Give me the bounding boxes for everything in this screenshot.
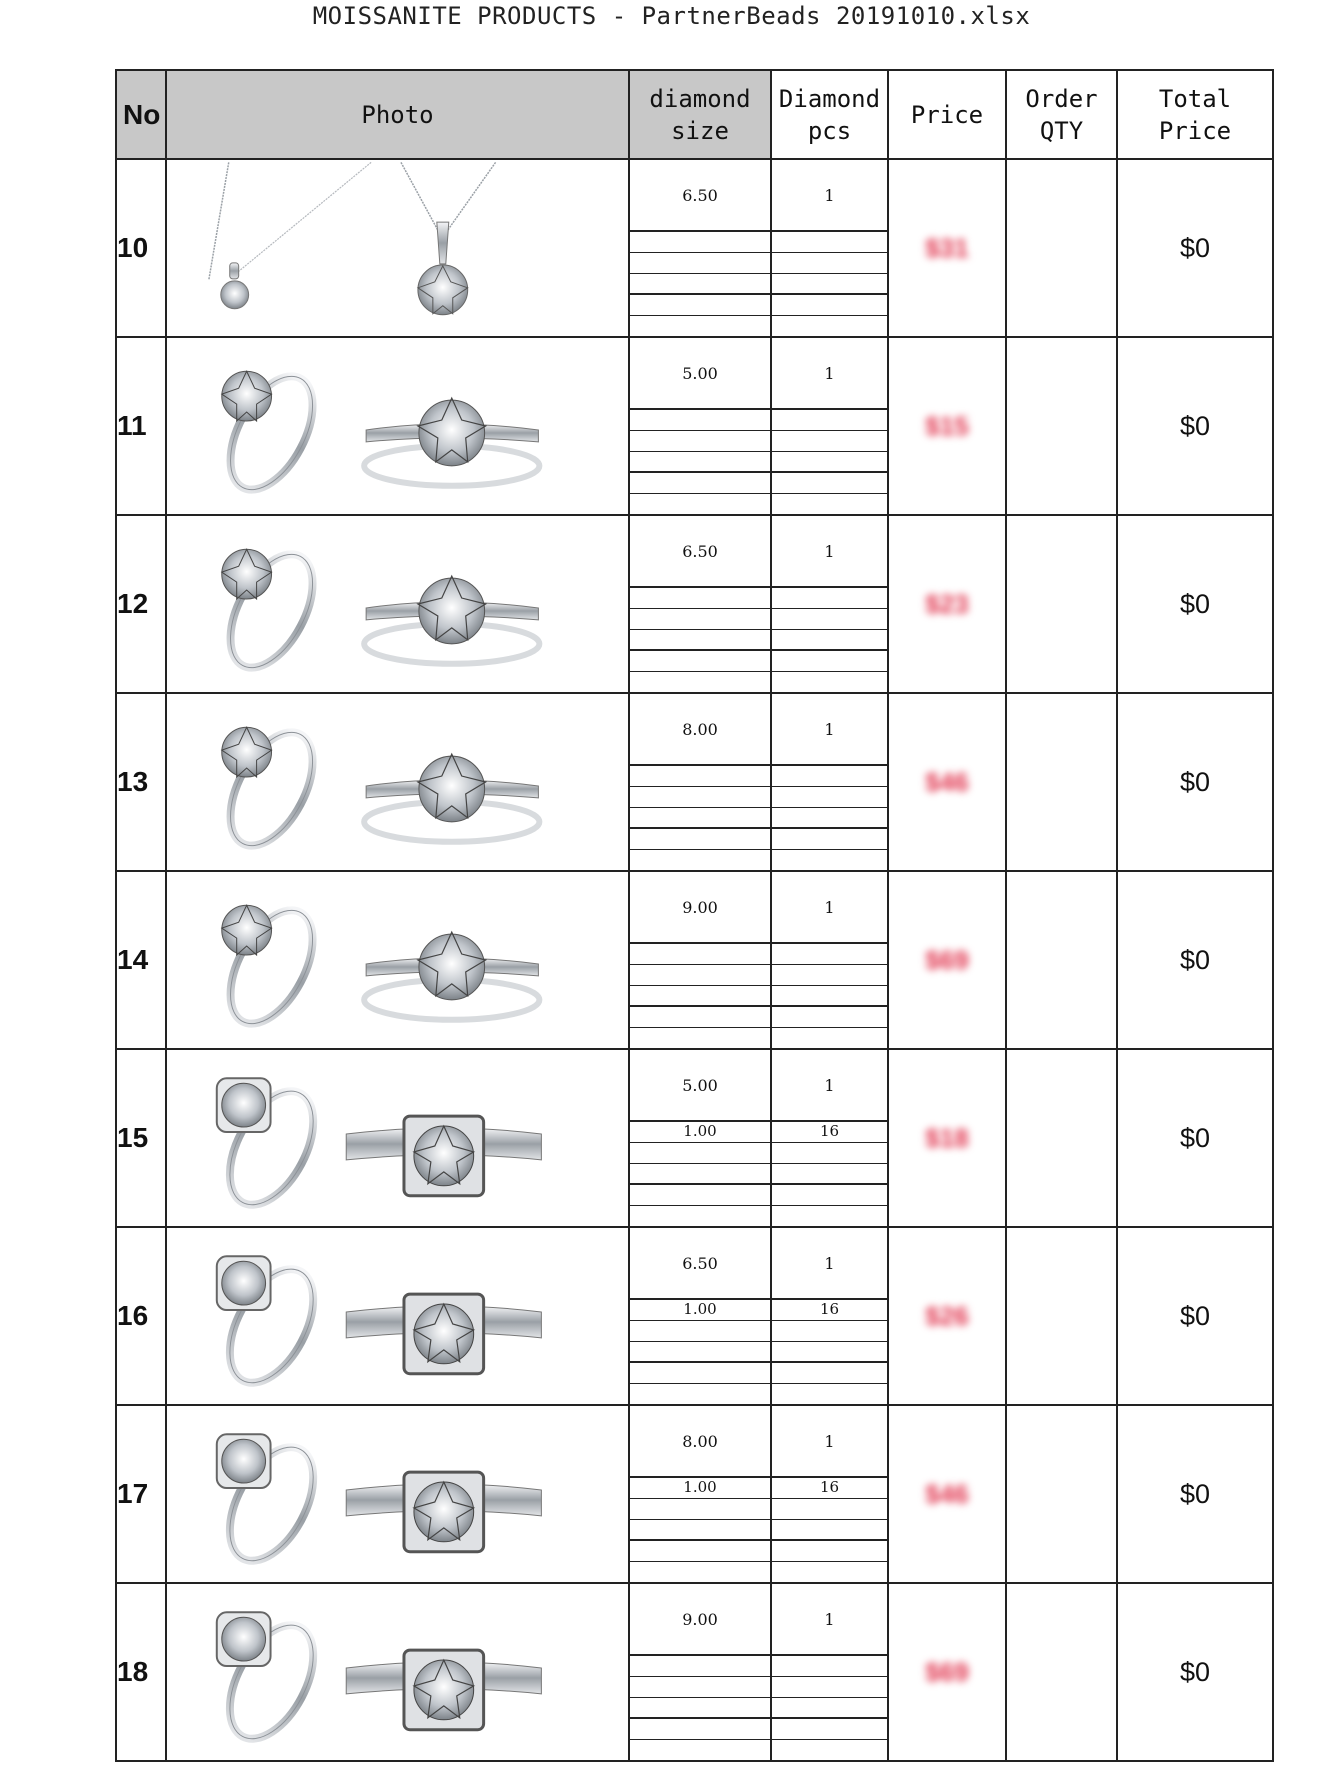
jewelry-image: [167, 694, 628, 870]
sub-line: [772, 473, 887, 494]
header-pcs-line2: pcs: [807, 116, 852, 145]
diamond-pcs: 1: [772, 694, 887, 766]
header-total-price: [1117, 70, 1273, 159]
row-number: 17: [116, 1405, 166, 1583]
order-qty-cell[interactable]: [1006, 1049, 1117, 1227]
sub-line: [772, 1677, 887, 1698]
sub-line: [630, 1164, 770, 1186]
pcs-secondary: 16: [772, 1122, 887, 1143]
diamond-pcs-cell: [771, 693, 888, 871]
order-qty-cell[interactable]: [1006, 1405, 1117, 1583]
price-cell: [888, 1049, 1006, 1227]
header-total-line2: Price: [1158, 116, 1232, 145]
sub-line: [772, 431, 887, 452]
diamond-size-cell: [629, 1583, 771, 1761]
size-secondary: [630, 410, 770, 431]
sub-line: [630, 808, 770, 830]
diamond-size-cell: [629, 515, 771, 693]
sub-line: [630, 1499, 770, 1520]
price-value: $15: [925, 410, 969, 441]
diamond-size-cell: [629, 159, 771, 337]
total-price: $0: [1117, 693, 1273, 871]
sub-line: [630, 829, 770, 850]
size-secondary: [630, 944, 770, 965]
sub-line: [772, 1719, 887, 1740]
diamond-size: 9.00: [630, 1584, 770, 1656]
sub-line: [772, 1143, 887, 1164]
total-price: $0: [1117, 1583, 1273, 1761]
row-number: 12: [116, 515, 166, 693]
diamond-pcs-cell: [771, 1583, 888, 1761]
product-photo: [166, 515, 629, 693]
header-diamond-size: [629, 70, 771, 159]
sub-line: [772, 672, 887, 692]
sub-line: [772, 850, 887, 870]
jewelry-image: [167, 1584, 628, 1760]
sub-line: [772, 630, 887, 652]
sub-line: [630, 609, 770, 630]
jewelry-image: [167, 1406, 628, 1582]
sub-line: [630, 1321, 770, 1342]
sub-line: [772, 1740, 887, 1760]
price-value: $31: [925, 232, 969, 263]
header-pcs-line1: Diamond: [778, 84, 881, 113]
diamond-size-cell: [629, 693, 771, 871]
diamond-pcs-cell: [771, 1049, 888, 1227]
sub-line: [772, 1520, 887, 1542]
diamond-pcs-cell: [771, 1405, 888, 1583]
sub-line: [772, 253, 887, 274]
diamond-pcs: 1: [772, 1050, 887, 1122]
size-secondary: [630, 766, 770, 787]
sub-line: [772, 1164, 887, 1186]
sub-line: [630, 1143, 770, 1164]
sub-line: [630, 473, 770, 494]
sub-line: [630, 1698, 770, 1720]
product-photo: [166, 1049, 629, 1227]
sub-line: [772, 1698, 887, 1720]
sub-line: [630, 1677, 770, 1698]
header-qty-line2: QTY: [1039, 116, 1084, 145]
sub-line: [630, 1719, 770, 1740]
price-value: $18: [925, 1122, 969, 1153]
diamond-pcs-cell: [771, 515, 888, 693]
diamond-size-cell: [629, 1227, 771, 1405]
sub-line: [772, 1499, 887, 1520]
size-secondary: [630, 588, 770, 609]
sub-line: [630, 253, 770, 274]
sub-line: [630, 452, 770, 474]
order-qty-cell[interactable]: [1006, 337, 1117, 515]
row-number: 10: [116, 159, 166, 337]
order-qty-cell[interactable]: [1006, 871, 1117, 1049]
sub-line: [772, 808, 887, 830]
table-row: [116, 1227, 1273, 1405]
product-table: [115, 69, 1274, 1762]
row-number: 14: [116, 871, 166, 1049]
table-row: [116, 1583, 1273, 1761]
sub-line: [630, 850, 770, 870]
total-price: $0: [1117, 1227, 1273, 1405]
table-row: [116, 1405, 1273, 1583]
header-photo: Photo: [166, 70, 629, 159]
diamond-pcs-cell: [771, 337, 888, 515]
header-row: [116, 70, 1273, 159]
diamond-size-cell: [629, 337, 771, 515]
sub-line: [772, 1185, 887, 1206]
header-diamond-pcs: [771, 70, 888, 159]
row-number: 11: [116, 337, 166, 515]
sub-line: [630, 1363, 770, 1384]
pcs-secondary: [772, 588, 887, 609]
header-size-line1: diamond: [649, 84, 751, 113]
sub-line: [630, 274, 770, 296]
diamond-pcs: 1: [772, 1584, 887, 1656]
price-cell: [888, 1405, 1006, 1583]
sub-line: [772, 787, 887, 808]
table-row: [116, 337, 1273, 515]
total-price: $0: [1117, 515, 1273, 693]
price-cell: [888, 693, 1006, 871]
table-row: [116, 693, 1273, 871]
pcs-secondary: [772, 944, 887, 965]
jewelry-image: [167, 338, 628, 514]
diamond-pcs: 1: [772, 160, 887, 232]
order-qty-cell[interactable]: [1006, 515, 1117, 693]
diamond-pcs-cell: [771, 159, 888, 337]
sub-line: [630, 1384, 770, 1404]
total-price: $0: [1117, 871, 1273, 1049]
pcs-secondary: 16: [772, 1300, 887, 1321]
pcs-secondary: [772, 232, 887, 253]
row-number: 15: [116, 1049, 166, 1227]
sub-line: [772, 965, 887, 986]
price-value: $26: [925, 1300, 969, 1331]
sub-line: [772, 1363, 887, 1384]
sub-line: [772, 316, 887, 336]
jewelry-image: [167, 1228, 628, 1404]
sub-line: [772, 1206, 887, 1226]
product-photo: [166, 693, 629, 871]
diamond-size-cell: [629, 1049, 771, 1227]
diamond-pcs: 1: [772, 1228, 887, 1300]
header-price: Price: [888, 70, 1006, 159]
total-price: $0: [1117, 1405, 1273, 1583]
diamond-size: 9.00: [630, 872, 770, 944]
product-photo: [166, 159, 629, 337]
jewelry-image: [167, 872, 628, 1048]
sub-line: [630, 651, 770, 672]
document-title: MOISSANITE PRODUCTS - PartnerBeads 20191010.xlsx: [312, 2, 1031, 30]
sub-line: [772, 1007, 887, 1028]
sub-line: [772, 1028, 887, 1048]
diamond-size-cell: [629, 871, 771, 1049]
header-qty-line1: Order: [1025, 84, 1098, 113]
sub-line: [630, 316, 770, 336]
price-value: $46: [925, 1478, 969, 1509]
header-order-qty: [1006, 70, 1117, 159]
product-photo: [166, 1583, 629, 1761]
sub-line: [630, 1007, 770, 1028]
sub-line: [772, 1342, 887, 1364]
sub-line: [772, 1541, 887, 1562]
sub-line: [630, 1740, 770, 1760]
price-cell: [888, 871, 1006, 1049]
diamond-size: 6.50: [630, 1228, 770, 1300]
sub-line: [630, 295, 770, 316]
diamond-size: 5.00: [630, 1050, 770, 1122]
diamond-size: 6.50: [630, 160, 770, 232]
diamond-size: 5.00: [630, 338, 770, 410]
sub-line: [772, 452, 887, 474]
sub-line: [772, 986, 887, 1008]
pcs-secondary: [772, 766, 887, 787]
sub-line: [772, 829, 887, 850]
sub-line: [772, 1321, 887, 1342]
sub-line: [630, 431, 770, 452]
pcs-secondary: [772, 410, 887, 431]
diamond-size: 8.00: [630, 1406, 770, 1478]
diamond-size-cell: [629, 1405, 771, 1583]
sub-line: [630, 787, 770, 808]
sub-line: [772, 651, 887, 672]
total-price: $0: [1117, 1049, 1273, 1227]
total-price: $0: [1117, 337, 1273, 515]
row-number: 16: [116, 1227, 166, 1405]
price-value: $46: [925, 766, 969, 797]
sub-line: [630, 986, 770, 1008]
sub-line: [630, 1185, 770, 1206]
size-secondary: 1.00: [630, 1300, 770, 1321]
price-cell: [888, 1583, 1006, 1761]
diamond-pcs: 1: [772, 872, 887, 944]
size-secondary: [630, 1656, 770, 1677]
diamond-size: 6.50: [630, 516, 770, 588]
sub-line: [630, 672, 770, 692]
diamond-pcs: 1: [772, 1406, 887, 1478]
sub-line: [772, 295, 887, 316]
price-cell: [888, 1227, 1006, 1405]
product-photo: [166, 1227, 629, 1405]
product-photo: [166, 1405, 629, 1583]
header-no: No: [116, 70, 166, 159]
total-price: $0: [1117, 159, 1273, 337]
price-cell: [888, 515, 1006, 693]
diamond-pcs: 1: [772, 338, 887, 410]
order-qty-cell[interactable]: [1006, 693, 1117, 871]
order-qty-cell[interactable]: [1006, 1227, 1117, 1405]
diamond-size: 8.00: [630, 694, 770, 766]
sub-line: [630, 1342, 770, 1364]
price-value: $69: [925, 944, 969, 975]
jewelry-image: [167, 160, 628, 336]
sub-line: [772, 1384, 887, 1404]
order-qty-cell[interactable]: [1006, 1583, 1117, 1761]
table-row: [116, 159, 1273, 337]
product-photo: [166, 337, 629, 515]
size-secondary: [630, 232, 770, 253]
table-row: [116, 1049, 1273, 1227]
sub-line: [772, 609, 887, 630]
pcs-secondary: 16: [772, 1478, 887, 1499]
sub-line: [772, 1562, 887, 1582]
row-number: 18: [116, 1583, 166, 1761]
price-cell: [888, 159, 1006, 337]
diamond-pcs: 1: [772, 516, 887, 588]
sub-line: [630, 494, 770, 514]
sub-line: [630, 630, 770, 652]
diamond-pcs-cell: [771, 1227, 888, 1405]
header-total-line1: Total: [1158, 84, 1232, 113]
sub-line: [630, 965, 770, 986]
table-row: [116, 515, 1273, 693]
header-size-line2: size: [671, 116, 729, 145]
pcs-secondary: [772, 1656, 887, 1677]
size-secondary: 1.00: [630, 1478, 770, 1499]
price-value: $23: [925, 588, 969, 619]
sub-line: [630, 1562, 770, 1582]
sub-line: [630, 1541, 770, 1562]
table-row: [116, 871, 1273, 1049]
price-cell: [888, 337, 1006, 515]
sub-line: [772, 274, 887, 296]
sub-line: [772, 494, 887, 514]
product-photo: [166, 871, 629, 1049]
sub-line: [630, 1520, 770, 1542]
row-number: 13: [116, 693, 166, 871]
price-value: $69: [925, 1656, 969, 1687]
jewelry-image: [167, 1050, 628, 1226]
diamond-pcs-cell: [771, 871, 888, 1049]
sub-line: [630, 1206, 770, 1226]
size-secondary: 1.00: [630, 1122, 770, 1143]
sub-line: [630, 1028, 770, 1048]
order-qty-cell[interactable]: [1006, 159, 1117, 337]
jewelry-image: [167, 516, 628, 692]
